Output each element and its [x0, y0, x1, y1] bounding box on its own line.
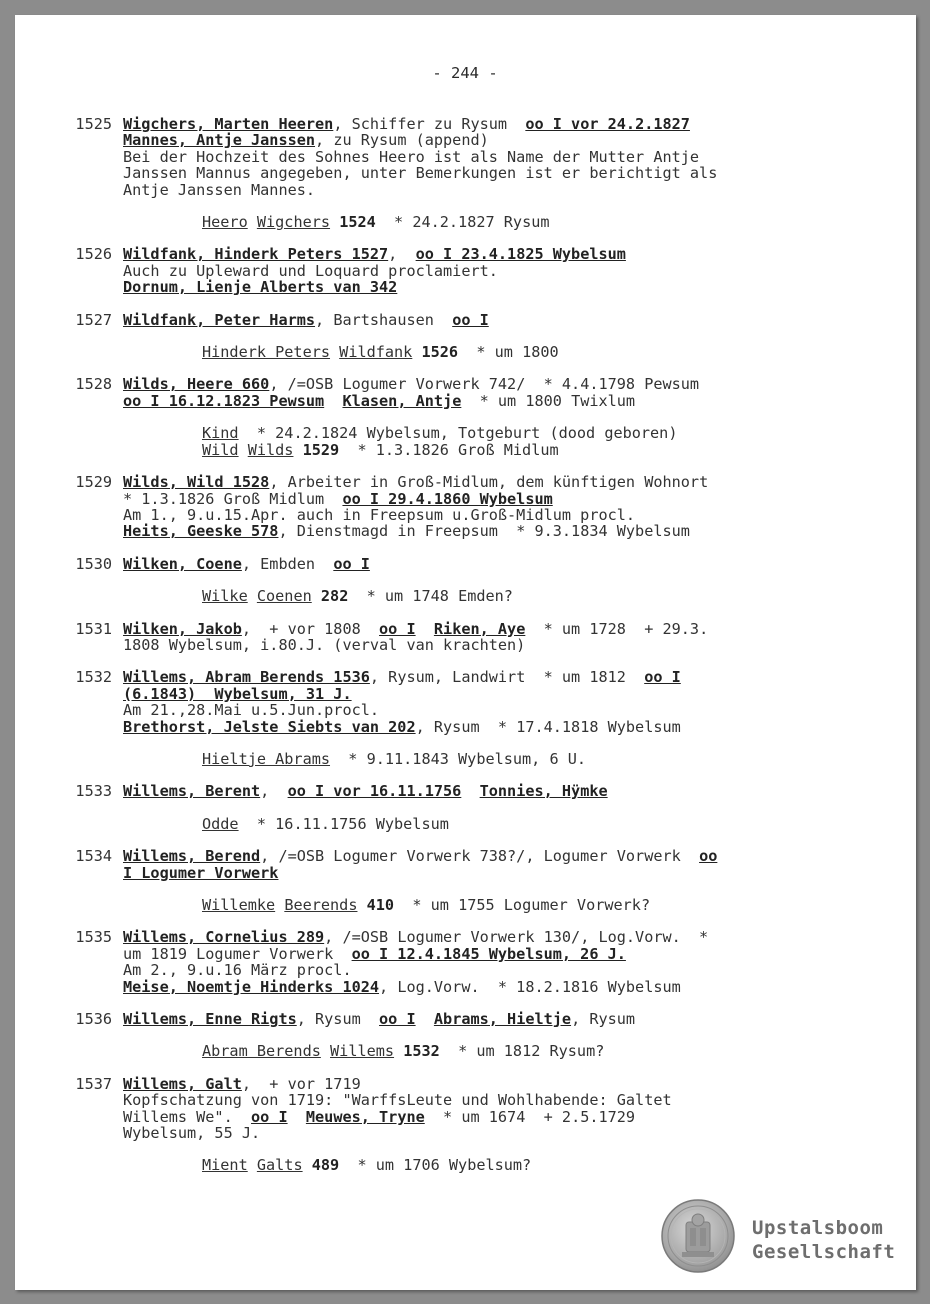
- text-segment: ,: [388, 245, 416, 264]
- register-entry: [66, 621, 846, 654]
- text-segment: , zu Rysum (append): [315, 131, 489, 150]
- text-segment: [248, 213, 257, 231]
- text-segment: , /=OSB Logumer Vorwerk 738?/, Logumer Vorwerk: [260, 847, 700, 866]
- text-segment: * um 1800 Twixlum: [461, 391, 636, 410]
- entry-number: 1532: [75, 668, 112, 687]
- text-line: [123, 637, 846, 653]
- text-segment: um 1819 Logumer Vorwerk: [123, 944, 352, 963]
- text-segment: [324, 392, 342, 410]
- text-segment: , Rysum: [296, 1010, 380, 1029]
- text-line: [123, 246, 846, 262]
- entry-number: 1537: [75, 1074, 112, 1093]
- text-line: [123, 523, 846, 539]
- text-line: [202, 344, 846, 360]
- entry-body: [123, 474, 846, 540]
- name-reference: oo I: [251, 1107, 288, 1126]
- text-segment: , Schiffer zu Rysum: [333, 115, 526, 133]
- entry-number: 1527: [75, 310, 112, 329]
- text-segment: Willems We".: [123, 1107, 252, 1126]
- text-line: [202, 214, 846, 230]
- text-line: [123, 783, 846, 799]
- text-segment: Wybelsum, 55 J.: [123, 1124, 261, 1143]
- children-list: [202, 816, 846, 832]
- logo-line-1: Upstalsboom: [752, 1217, 884, 1239]
- text-segment: [248, 1156, 257, 1174]
- children-list: [202, 425, 846, 458]
- entry-number: 1533: [75, 782, 112, 801]
- name-reference: Meuwes, Tryne: [305, 1107, 425, 1126]
- entry-body: [123, 1076, 846, 1174]
- text-line: [123, 702, 846, 718]
- text-line: [123, 686, 846, 702]
- register-entry: [66, 1076, 846, 1174]
- name-reference: oo I 29.4.1860 Wybelsum: [342, 489, 553, 508]
- name-reference: Wilds, Wild 1528: [123, 473, 270, 492]
- entry-number: 1531: [75, 619, 112, 638]
- text-segment: [303, 1156, 312, 1174]
- name-reference: oo: [699, 847, 718, 866]
- text-segment: , Rysum, Landwirt * um 1812: [369, 668, 645, 687]
- entry-body: [123, 929, 846, 995]
- text-segment: * um 1755 Logumer Vorwerk?: [394, 896, 651, 914]
- name-reference: Wildfank, Peter Harms: [123, 310, 316, 329]
- text-segment: 1532: [403, 1042, 440, 1061]
- text-line: [123, 865, 846, 881]
- register-entry: [66, 556, 846, 605]
- name-reference: Brethorst, Jelste Siebts van 202: [123, 717, 416, 736]
- text-segment: 282: [320, 587, 349, 606]
- text-line: [123, 946, 846, 962]
- entry-body: [123, 783, 846, 832]
- text-segment: , + vor 1808: [241, 619, 380, 638]
- text-line: [123, 1011, 846, 1027]
- text-segment: Antje Janssen Mannes.: [123, 180, 316, 199]
- name-reference: Odde: [202, 814, 239, 833]
- entry-body: [123, 669, 846, 767]
- text-line: [123, 116, 846, 132]
- text-line: [123, 1092, 846, 1108]
- register-entry: [66, 929, 846, 995]
- name-reference: (6.1843) Wybelsum, 31 J.: [123, 684, 352, 703]
- children-list: [202, 214, 846, 230]
- name-reference: Willems: [330, 1042, 395, 1061]
- name-reference: Riken, Aye: [433, 619, 526, 638]
- text-segment: , Embden: [241, 554, 334, 573]
- name-reference: Wilken, Jakob: [123, 619, 242, 638]
- seal-icon: [660, 1198, 736, 1274]
- text-segment: ,: [260, 782, 288, 801]
- text-segment: * um 1674 + 2.5.1729: [424, 1107, 636, 1126]
- name-reference: oo I: [333, 554, 370, 573]
- text-segment: [239, 441, 248, 459]
- name-reference: Heero: [202, 213, 248, 232]
- text-line: [123, 929, 846, 945]
- text-segment: * 9.11.1843 Wybelsum, 6 U.: [330, 749, 587, 768]
- register-entry: [66, 116, 846, 230]
- text-line: [123, 376, 846, 392]
- register-entry: [66, 669, 846, 767]
- text-segment: , /=OSB Logumer Vorwerk 130/, Log.Vorw. *: [324, 928, 709, 947]
- text-segment: [248, 587, 257, 605]
- text-segment: 1524: [339, 213, 376, 232]
- text-segment: , Rysum * 17.4.1818 Wybelsum: [415, 717, 681, 736]
- name-reference: oo I: [379, 619, 416, 638]
- society-logo: [660, 1198, 910, 1278]
- name-reference: oo I 23.4.1825 Wybelsum: [415, 245, 626, 264]
- text-line: [123, 848, 846, 864]
- name-reference: Dornum, Lienje Alberts van 342: [123, 278, 398, 297]
- name-reference: oo I: [452, 310, 489, 329]
- name-reference: Mient: [202, 1156, 248, 1175]
- text-line: [202, 751, 846, 767]
- text-segment: , + vor 1719: [241, 1074, 361, 1093]
- entry-body: [123, 246, 846, 295]
- text-segment: [357, 896, 366, 914]
- page-number: - 244 -: [432, 64, 498, 82]
- text-segment: * um 1706 Wybelsum?: [339, 1156, 532, 1175]
- entry-number: 1525: [75, 115, 112, 133]
- children-list: [202, 344, 846, 360]
- logo-line-2: Gesellschaft: [752, 1241, 896, 1263]
- text-segment: [312, 587, 321, 605]
- text-line: [123, 507, 846, 523]
- text-line: [202, 588, 846, 604]
- register-entry: [66, 474, 846, 540]
- text-line: [123, 312, 846, 328]
- text-segment: [394, 1042, 403, 1060]
- text-segment: Am 21.,28.Mai u.5.Jun.procl.: [123, 701, 380, 720]
- text-line: [123, 279, 846, 295]
- name-reference: Galts: [256, 1156, 303, 1175]
- logo-text: [752, 1216, 895, 1264]
- text-segment: , Bartshausen: [315, 310, 453, 329]
- register-entry: [66, 376, 846, 458]
- text-line: [123, 556, 846, 572]
- entry-number: 1526: [75, 245, 112, 264]
- text-segment: 1808 Wybelsum, i.80.J. (verval van krachten): [123, 635, 526, 654]
- name-reference: Beerends: [284, 896, 358, 914]
- text-line: [123, 1125, 846, 1141]
- register-entry: [66, 246, 846, 295]
- name-reference: Mannes, Antje Janssen: [123, 131, 316, 150]
- name-reference: Wild: [202, 440, 239, 459]
- text-line: [123, 393, 846, 409]
- text-segment: * um 1812 Rysum?: [439, 1042, 605, 1061]
- text-segment: [293, 441, 302, 459]
- text-line: [123, 719, 846, 735]
- name-reference: Heits, Geeske 578: [123, 522, 279, 541]
- text-segment: 1529: [302, 440, 340, 459]
- register-entries: [66, 116, 846, 1190]
- text-segment: [330, 213, 339, 231]
- name-reference: Hieltje Abrams: [202, 749, 331, 768]
- text-line: [202, 442, 846, 458]
- name-reference: Tonnies, Hÿmke: [479, 782, 608, 801]
- name-reference: oo I 12.4.1845 Wybelsum, 26 J.: [351, 944, 626, 963]
- text-segment: Am 2., 9.u.16 März procl.: [123, 961, 352, 980]
- name-reference: Willems, Abram Berends 1536: [123, 668, 370, 687]
- name-reference: oo I vor 24.2.1827: [525, 115, 690, 133]
- name-reference: Wilds: [247, 440, 294, 459]
- name-reference: oo I: [379, 1010, 416, 1029]
- text-line: [123, 132, 846, 148]
- text-line: [123, 962, 846, 978]
- text-segment: 489: [311, 1156, 340, 1175]
- text-segment: * 16.11.1756 Wybelsum: [238, 814, 449, 833]
- name-reference: Willems, Galt: [123, 1074, 242, 1093]
- text-line: [202, 1157, 846, 1173]
- text-segment: * 1.3.1826 Groß Midlum: [123, 489, 343, 508]
- text-segment: * 1.3.1826 Groß Midlum: [339, 440, 559, 459]
- children-list: [202, 1043, 846, 1059]
- register-entry: [66, 783, 846, 832]
- name-reference: Abram Berends: [202, 1042, 321, 1061]
- text-segment: Am 1., 9.u.15.Apr. auch in Freepsum u.Groß-Midlum procl.: [123, 505, 636, 524]
- name-reference: Meise, Noemtje Hinderks 1024: [123, 977, 380, 996]
- text-segment: * um 1800: [458, 343, 559, 362]
- text-segment: * um 1748 Emden?: [348, 587, 513, 606]
- text-segment: Janssen Mannus angegeben, unter Bemerkungen ist er berichtigt als: [123, 164, 718, 183]
- text-line: [123, 979, 846, 995]
- name-reference: Wildfank, Hinderk Peters 1527: [123, 245, 389, 264]
- name-reference: Wigchers: [256, 213, 331, 232]
- text-segment: * 24.2.1827 Rysum: [375, 213, 550, 232]
- text-line: [202, 897, 846, 913]
- register-entry: [66, 1011, 846, 1060]
- text-segment: , /=OSB Logumer Vorwerk 742/ * 4.4.1798 Pewsum: [269, 375, 700, 394]
- name-reference: Willems, Berent: [123, 782, 261, 801]
- entry-number: 1530: [75, 554, 112, 573]
- name-reference: Wigchers, Marten Heeren: [123, 115, 334, 133]
- text-line: [123, 182, 846, 198]
- text-segment: * um 1728 + 29.3.: [525, 619, 709, 638]
- register-entry: [66, 312, 846, 361]
- name-reference: Willems, Berend: [123, 847, 261, 866]
- text-segment: [416, 1010, 434, 1028]
- text-segment: [416, 620, 434, 638]
- entry-number: 1528: [75, 375, 112, 394]
- name-reference: Abrams, Hieltje: [433, 1010, 572, 1029]
- entry-body: [123, 1011, 846, 1060]
- text-line: [123, 165, 846, 181]
- name-reference: oo I 16.12.1823 Pewsum: [123, 391, 325, 410]
- entry-body: [123, 621, 846, 654]
- name-reference: oo I vor 16.11.1756: [287, 782, 462, 801]
- text-segment: , Rysum: [571, 1010, 636, 1029]
- text-segment: [275, 896, 284, 914]
- children-list: [202, 751, 846, 767]
- entry-number: 1529: [75, 473, 112, 492]
- entry-body: [123, 848, 846, 913]
- name-reference: Wildfank: [339, 343, 413, 362]
- text-segment: [330, 343, 339, 361]
- name-reference: Willems, Cornelius 289: [123, 928, 325, 947]
- text-line: [202, 1043, 846, 1059]
- text-segment: * 24.2.1824 Wybelsum, Totgeburt (dood geboren): [238, 424, 678, 443]
- register-entry: [66, 848, 846, 913]
- text-segment: , Log.Vorw. * 18.2.1816 Wybelsum: [379, 977, 681, 996]
- name-reference: I Logumer Vorwerk: [123, 863, 279, 882]
- text-segment: 410: [366, 896, 395, 914]
- text-line: [202, 816, 846, 832]
- entry-body: [123, 556, 846, 605]
- text-segment: , Dienstmagd in Freepsum * 9.3.1834 Wybelsum: [278, 522, 690, 541]
- text-segment: Kopfschatzung von 1719: "WarffsLeute und Wohlhabende: Galtet: [123, 1091, 672, 1110]
- text-line: [123, 149, 846, 165]
- text-line: [123, 491, 846, 507]
- text-line: [123, 474, 846, 490]
- text-line: [123, 1076, 846, 1092]
- name-reference: Wilds, Heere 660: [123, 375, 270, 394]
- text-segment: [288, 1108, 306, 1126]
- name-reference: Willems, Enne Rigts: [123, 1010, 297, 1029]
- children-list: [202, 588, 846, 604]
- text-segment: Auch zu Upleward und Loquard proclamiert.: [123, 261, 498, 280]
- name-reference: Willemke: [202, 896, 276, 914]
- name-reference: Kind: [202, 424, 239, 443]
- text-segment: , Arbeiter in Groß-Midlum, dem künftigen Wohnort: [269, 473, 709, 492]
- entry-number: 1534: [75, 847, 112, 866]
- text-segment: [321, 1042, 330, 1060]
- text-line: [202, 425, 846, 441]
- text-segment: 1526: [421, 343, 459, 362]
- name-reference: Coenen: [256, 587, 312, 606]
- text-segment: Bei der Hochzeit des Sohnes Heero ist als Name der Mutter Antje: [123, 147, 700, 166]
- name-reference: oo I: [644, 668, 681, 687]
- entry-body: [123, 312, 846, 361]
- name-reference: Wilke: [202, 587, 248, 606]
- name-reference: Wilken, Coene: [123, 554, 242, 573]
- entry-number: 1535: [75, 928, 112, 947]
- entry-body: [123, 376, 846, 458]
- entry-number: 1536: [75, 1010, 112, 1029]
- text-line: [123, 1109, 846, 1125]
- text-line: [123, 263, 846, 279]
- name-reference: Hinderk Peters: [202, 343, 331, 362]
- text-segment: [461, 782, 479, 800]
- children-list: [202, 897, 846, 913]
- name-reference: Klasen, Antje: [342, 391, 462, 410]
- entry-body: [123, 116, 846, 230]
- text-line: [123, 621, 846, 637]
- children-list: [202, 1157, 846, 1173]
- text-line: [123, 669, 846, 685]
